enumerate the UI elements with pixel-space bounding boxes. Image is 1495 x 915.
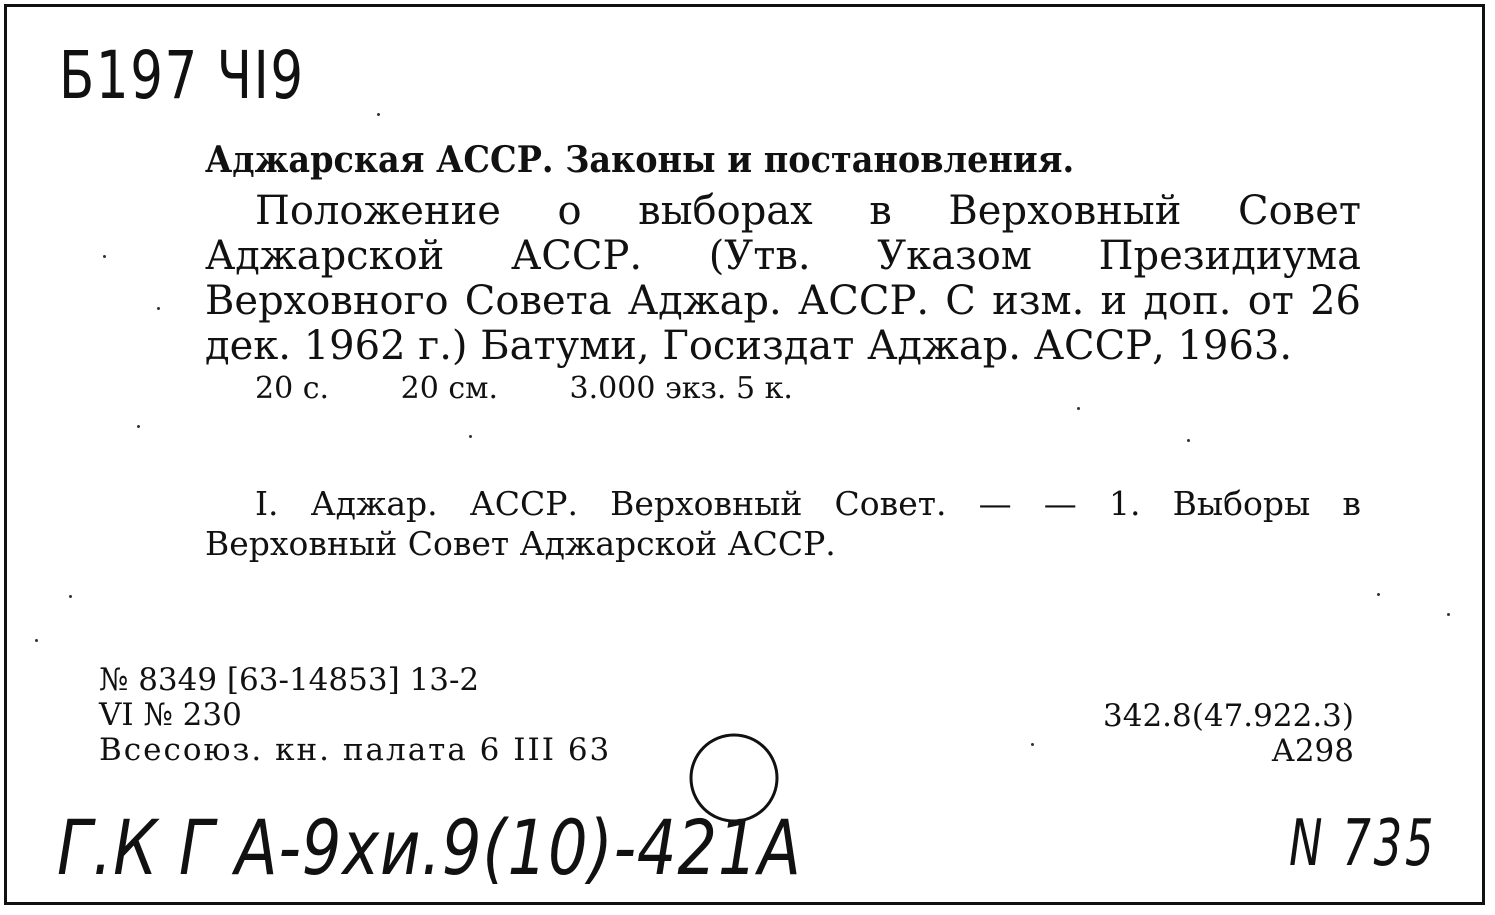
print-speck — [35, 639, 38, 642]
subject-tracings: I. Аджар. АССР. Верховный Совет. — — 1. Выборы в Верховный Совет Аджарской АССР. — [205, 484, 1361, 563]
series-number: VI № 230 — [99, 697, 242, 733]
chamber-date: Всесоюз. кн. палата 6 III 63 — [99, 732, 612, 768]
classification-block — [1103, 699, 1354, 769]
print-speck — [1077, 407, 1080, 410]
catalog-card — [4, 4, 1485, 905]
print-speck — [103, 255, 106, 258]
handwritten-call-number-bottom: Г.К Г А-9хи.9(10)-421А — [57, 803, 802, 892]
print-speck — [157, 307, 160, 310]
registration-block — [99, 663, 611, 768]
print-run-and-price: 3.000 экз. 5 к. — [569, 371, 793, 406]
udc-code: 342.8(47.922.3) — [1103, 698, 1354, 734]
handwritten-call-number-top: Б197 ЧІ9 — [59, 37, 305, 114]
print-speck — [137, 425, 140, 428]
print-speck — [377, 113, 380, 116]
registration-number: № 8349 [63-14853] 13-2 — [99, 662, 480, 698]
handwritten-inventory-number: N 735 — [1289, 807, 1437, 881]
bibliographic-description: Положение о выборах в Верховный Совет Аджарской АССР. (Утв. Указом Президиума Верховного Совета Аджар. АССР. С изм. и доп. от 26 дек. 1962 г.) Батуми, Госиздат Аджар. АССР, 1963. — [205, 188, 1361, 369]
print-speck — [1377, 593, 1380, 596]
page-count: 20 с. — [255, 371, 330, 406]
author-mark: А298 — [1271, 733, 1354, 769]
print-speck — [1187, 439, 1190, 442]
physical-extent — [255, 371, 855, 406]
print-speck — [469, 435, 472, 438]
print-speck — [69, 595, 72, 598]
book-size: 20 см. — [400, 371, 498, 406]
card-heading: Аджарская АССР. Законы и постановления. — [205, 139, 1075, 181]
print-speck — [1031, 743, 1034, 746]
print-speck — [1447, 613, 1450, 616]
